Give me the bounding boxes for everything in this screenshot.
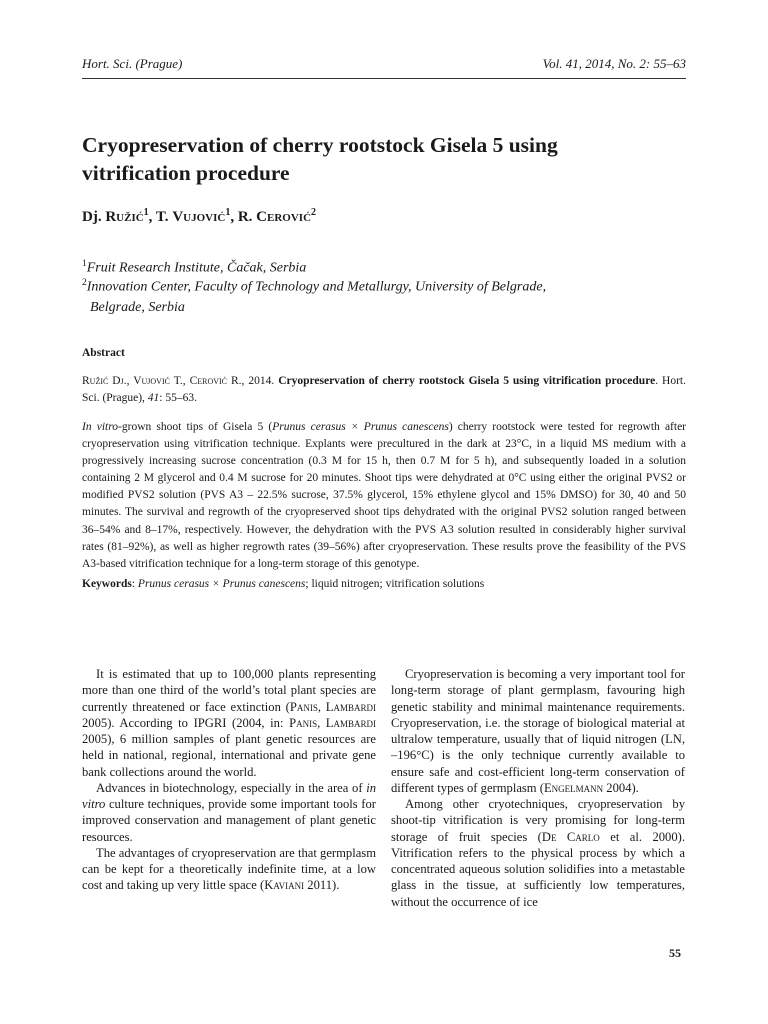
citation-title: Cryopreservation of cherry rootstock Gisela 5 using vitrification procedure [278,375,656,387]
paragraph: The advantages of cryopreservation are that germplasm can be kept for a theoretically indefinite time, at a low cost and taking up very little space (Kaviani 2011). [82,845,376,893]
running-head [82,56,686,72]
paragraph: Advances in biotechnology, especially in the area of in vitro culture techniques, provide some important tools for improved conservation and management of plant genetic resources. [82,780,376,844]
affiliation-1: $^1$Fruit Research Institute, Čačak, Serbia [82,259,307,276]
affiliation-2: $^2$Innovation Center, Faculty of Technology and Metallurgy, University of Belgrade, Belgrade, Serbia [82,278,547,315]
article-title: Cryopreservation of cherry rootstock Gisela 5 using vitrification procedure [82,133,558,185]
volume-info: Vol. 41, 2014, No. 2: 55–63 [542,56,686,71]
citation: Ružić Dj., Vujović T., Cerović R., 2014. Cryopreservation of cherry rootstock Gisela 5 using vitrification procedure. Hort. Sci. (Prague), 41: 55–63. [82,375,686,404]
abstract-heading: Abstract [82,347,125,359]
journal-name: Hort. Sci. (Prague) [82,56,183,71]
body-column-right [391,666,685,910]
abstract-body: In vitro-grown shoot tips of Gisela 5 (Prunus cerasus × Prunus canescens) cherry rootstock were tested for regrowth after cryopreservation using vitrification technique. Explants were precultured in the dark at 23°C, in a liquid MS medium with a progressively increasing sucrose concentration (0.3 M for 15 h, then 0.7 M for 5 h), and subsequently loaded in a solution containing 2 M glycerol and 0.4 M sucrose for 20 minutes. Shoot tips were dehydrated at 0°C using either the original PVS2 or modified PVS2 solution (PVS A3 – 22.5% sucrose, 37.5% glycerol, 15% ethylene glycol and 15% DMSO) for 30, 40 and 50 minutes. The survival and regrowth of the cryopreserved shoot tips dehydrated with the original PVS2 solution ranged between 36–54% and 8–17%, respectively. However, the dehydration with the PVS A3 solution resulted in considerably higher survival rates (81–92%), as well as higher regrowth rates (39–56%) after cryopreservation. These results prove the feasibility of the PVS A3-based vitrification technique for a long-term storage of this genotype. [82,421,687,570]
paragraph: It is estimated that up to 100,000 plants representing more than one third of the world’s total plant species are currently threatened or face extinction (Panis, Lambardi 2005). According to IPGRI (2004, in: Panis, Lambardi 2005), 6 million samples of plant genetic resources are held in national, regional, international and private gene bank collections around the world. [82,667,377,779]
paragraph: Among other cryotechniques, cryopreservation by shoot-tip vitrification is very promising for long-term storage of fruit species (De Carlo et al. 2000). Vitrification refers to the physical process by which a concentrated aqueous solution solidifies into a metastable glass in the tissue, at sufficiently low temperatures, without the occurrence of ice [391,797,685,909]
paragraph: Cryopreservation is becoming a very important tool for long-term storage of plant germplasm, favouring high genetic stability and minimal maintenance requirements. Cryopreservation, i.e. the storage of biological material at ultralow temperature, usually that of liquid nitrogen (LN, –196°C) is the only technique currently available to ensure safe and cost-efficient long-term conservation of different types of germplasm (Engelmann 2004). [391,667,685,795]
keywords-label: Keywords [82,578,132,590]
author: R. Cerović$^2$ [237,207,317,225]
author-list: Dj. Ružić$^1$, T. Vujović$^1$, R. Cerović$^2$ [82,207,317,225]
author: Dj. Ružić$^1$ [82,207,149,225]
author: T. Vujović$^1$ [155,207,231,225]
body-column-left [82,666,376,894]
header-rule [82,78,686,79]
citation-authors: Ružić Dj., Vujović T., Cerović R., 2014. [82,375,275,387]
keywords: Keywords: Prunus cerasus × Prunus canescens; liquid nitrogen; vitrification solutions [82,578,485,590]
page-number: 55 [669,946,681,960]
